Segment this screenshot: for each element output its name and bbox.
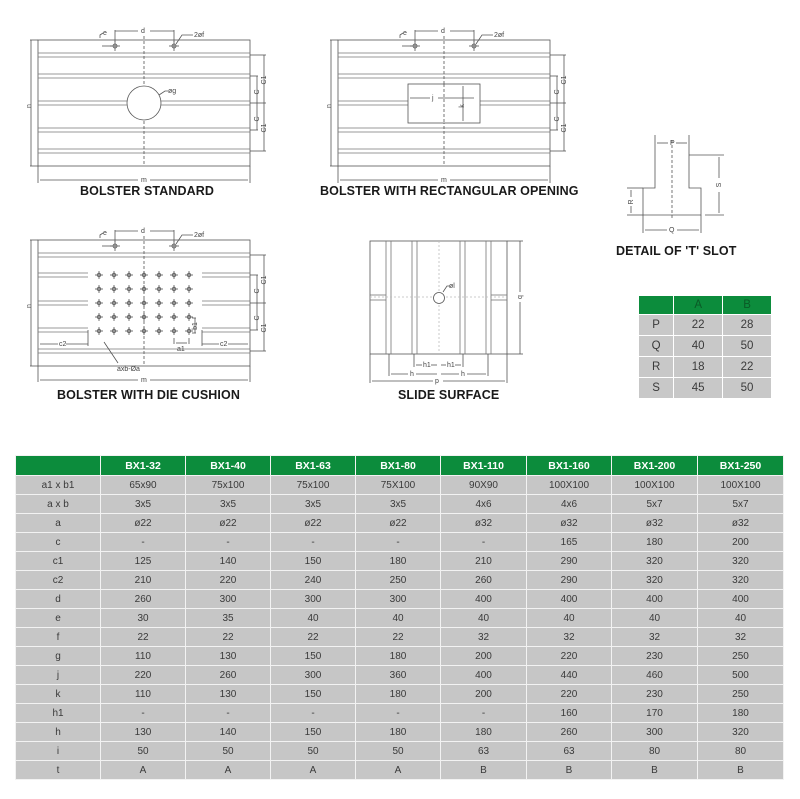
spec-cell: 180 [356,647,441,666]
spec-header-model: BX1-32 [101,456,186,476]
cushion-hole [110,285,118,293]
spec-cell: A [356,761,441,780]
label-p: P [670,140,675,147]
label-c-bottom: C [254,116,261,122]
spec-cell: 50 [186,742,271,761]
spec-cell: 300 [271,590,356,609]
label-h-right: h [461,371,465,378]
spec-cell: 40 [527,609,612,628]
spec-cell: 200 [441,647,527,666]
spec-cell: 300 [356,590,441,609]
spec-cell: 180 [356,552,441,571]
spec-cell: 80 [698,742,784,761]
label-2f: 2øf [194,232,205,239]
tslot-diagram [600,120,800,240]
spec-cell: 230 [612,647,698,666]
spec-cell: 32 [612,628,698,647]
spec-cell: 32 [698,628,784,647]
spec-cell: 220 [527,647,612,666]
spec-row [16,609,784,628]
slide-surface-drawing [340,230,540,390]
spec-row-label: c2 [16,571,101,590]
spec-cell: 180 [698,704,784,723]
slide-surface-diagram [340,230,540,390]
cushion-hole [185,313,193,321]
bolster-rect-drawing [300,0,580,190]
cushion-hole [170,271,178,279]
spec-cell: 50 [101,742,186,761]
label-e: e [403,30,407,37]
label-2f: 2øf [494,32,505,39]
bolster-standard-diagram [0,0,280,190]
tslot-table [638,295,772,399]
spec-cell: 180 [356,685,441,704]
label-c1-bottom: C1 [261,123,268,133]
bolster-rect-diagram [300,0,580,190]
label-m: m [141,177,147,184]
spec-cell: 50 [356,742,441,761]
tslot-row-label: R [639,357,674,378]
spec-cell: 3x5 [356,495,441,514]
label-q: Q [669,227,675,234]
spec-row-label: i [16,742,101,761]
label-n: n [326,104,333,108]
spec-cell: ø22 [271,514,356,533]
cushion-hole [125,271,133,279]
cushion-hole [140,271,148,279]
spec-cell: 4x6 [527,495,612,514]
spec-cell: ø32 [612,514,698,533]
spec-cell: 30 [101,609,186,628]
label-e: e [103,30,107,37]
label-c1-bottom: C1 [561,123,568,133]
spec-header-row [16,456,784,476]
spec-cell: 260 [441,571,527,590]
spec-row-label: c1 [16,552,101,571]
label-g: øg [168,88,177,95]
label-d: d [141,228,145,235]
spec-row [16,704,784,723]
spec-row-label: t [16,761,101,780]
spec-header-model: BX1-160 [527,456,612,476]
caption-slide-surface: SLIDE SURFACE [398,388,500,402]
label-axb: axb-Øa [117,366,140,373]
spec-row [16,666,784,685]
spec-row-label: k [16,685,101,704]
spec-cell: 5x7 [698,495,784,514]
label-c2-left: c2 [59,341,67,348]
label-h1-left: h1 [423,362,431,369]
spec-row [16,685,784,704]
spec-cell: 110 [101,647,186,666]
spec-cell: B [698,761,784,780]
spec-cell: 150 [271,723,356,742]
spec-cell: 320 [612,552,698,571]
spec-cell: 440 [527,666,612,685]
tslot-row [639,315,772,336]
spec-cell: 3x5 [271,495,356,514]
label-n: n [26,304,33,308]
tslot-cell: 50 [723,378,772,399]
spec-cell: 130 [186,647,271,666]
spec-cell: 300 [271,666,356,685]
spec-row-label: a [16,514,101,533]
spec-row [16,761,784,780]
label-c-top: C [254,288,261,294]
spec-cell: 75x100 [271,476,356,495]
bolster-cushion-drawing [0,220,280,390]
cushion-hole [125,299,133,307]
spec-header-model: BX1-200 [612,456,698,476]
spec-cell: 320 [612,571,698,590]
tslot-row [639,336,772,357]
spec-cell: 22 [271,628,356,647]
spec-cell: 80 [612,742,698,761]
spec-cell: 63 [441,742,527,761]
spec-cell: 290 [527,571,612,590]
tslot-cell: 40 [674,336,723,357]
spec-cell: B [612,761,698,780]
tslot-row-label: P [639,315,674,336]
label-d: d [141,28,145,35]
label-m: m [141,377,147,384]
spec-cell: 75x100 [186,476,271,495]
tslot-cell: 22 [674,315,723,336]
tslot-drawing [600,120,800,240]
spec-cell: ø22 [101,514,186,533]
spec-cell: 260 [527,723,612,742]
label-s: S [716,182,723,188]
spec-cell: 250 [698,685,784,704]
spec-cell: 260 [186,666,271,685]
label-l: øl [449,283,455,290]
tslot-row [639,357,772,378]
spec-cell: ø22 [356,514,441,533]
spec-cell: 260 [101,590,186,609]
spec-table-body [16,476,784,780]
label-e: e [103,230,107,237]
spec-cell: - [441,533,527,552]
cushion-hole [140,299,148,307]
cushion-hole [155,327,163,335]
label-h-left: h [410,371,414,378]
label-q: q [517,295,524,299]
label-d: d [441,28,445,35]
label-c1-top: C1 [261,275,268,285]
caption-bolster-cushion: BOLSTER WITH DIE CUSHION [57,388,240,402]
spec-row [16,647,784,666]
spec-cell: - [356,533,441,552]
spec-cell: 40 [356,609,441,628]
spec-cell: - [271,704,356,723]
spec-row [16,495,784,514]
spec-cell: 5x7 [612,495,698,514]
spec-cell: ø22 [186,514,271,533]
spec-header-model: BX1-63 [271,456,356,476]
spec-cell: 22 [101,628,186,647]
label-b1: b1 [192,322,199,330]
spec-cell: 165 [527,533,612,552]
label-c1-top: C1 [261,75,268,85]
spec-row-label: a x b [16,495,101,514]
tslot-header-row [639,296,772,315]
spec-cell: 300 [612,723,698,742]
cushion-hole [155,299,163,307]
spec-row-label: a1 x b1 [16,476,101,495]
cushion-hole [155,271,163,279]
spec-row [16,533,784,552]
caption-tslot: DETAIL OF 'T' SLOT [616,244,737,258]
spec-cell: 140 [186,552,271,571]
label-c-bottom: C [254,315,261,321]
spec-cell: ø32 [698,514,784,533]
tslot-cell: 45 [674,378,723,399]
spec-cell: 100X100 [612,476,698,495]
spec-cell: 75X100 [356,476,441,495]
spec-cell: 240 [271,571,356,590]
spec-cell: 140 [186,723,271,742]
spec-cell: 3x5 [186,495,271,514]
spec-cell: 4x6 [441,495,527,514]
spec-cell: - [101,704,186,723]
spec-row [16,742,784,761]
spec-row [16,571,784,590]
spec-cell: 400 [441,590,527,609]
cushion-hole [185,285,193,293]
spec-cell: 180 [441,723,527,742]
spec-cell: 65x90 [101,476,186,495]
label-c1-bottom: C1 [261,323,268,333]
spec-row [16,476,784,495]
cushion-hole [95,271,103,279]
cushion-hole [95,327,103,335]
spec-cell: 300 [186,590,271,609]
spec-cell: A [186,761,271,780]
cushion-hole [170,299,178,307]
spec-row [16,628,784,647]
cushion-hole [140,327,148,335]
tslot-cell: 18 [674,357,723,378]
bolster-standard-drawing [0,0,280,190]
tslot-header-cell: B [723,296,772,315]
spec-header-corner [16,456,101,476]
cushion-hole [110,327,118,335]
spec-cell: 320 [698,571,784,590]
cushion-hole [110,271,118,279]
label-k: k [459,104,466,108]
cushion-hole [170,327,178,335]
spec-row [16,514,784,533]
spec-cell: 220 [101,666,186,685]
spec-cell: 180 [356,723,441,742]
tslot-header-cell: A [674,296,723,315]
cushion-hole [170,313,178,321]
tslot-cell: 50 [723,336,772,357]
spec-header-model: BX1-80 [356,456,441,476]
spec-cell: 150 [271,552,356,571]
spec-cell: 90X90 [441,476,527,495]
spec-row [16,552,784,571]
spec-cell: 100X100 [698,476,784,495]
spec-cell: 460 [612,666,698,685]
spec-cell: - [356,704,441,723]
spec-cell: - [271,533,356,552]
cushion-hole [95,313,103,321]
spec-cell: 200 [441,685,527,704]
spec-cell: A [271,761,356,780]
spec-row-label: g [16,647,101,666]
label-m: m [441,177,447,184]
spec-cell: 400 [527,590,612,609]
spec-cell: 160 [527,704,612,723]
cushion-hole [185,299,193,307]
spec-cell: 320 [698,723,784,742]
spec-cell: 130 [186,685,271,704]
spec-cell: 290 [527,552,612,571]
spec-cell: 400 [612,590,698,609]
label-2f: 2øf [194,32,205,39]
tslot-cell: 28 [723,315,772,336]
label-a1: a1 [177,346,185,353]
cushion-hole [140,313,148,321]
spec-cell: 360 [356,666,441,685]
cushion-hole [155,285,163,293]
spec-cell: 22 [186,628,271,647]
cushion-hole [170,285,178,293]
spec-cell: 40 [698,609,784,628]
cushion-hole [140,285,148,293]
label-h1-right: h1 [447,362,455,369]
spec-cell: 210 [441,552,527,571]
tslot-cell: 22 [723,357,772,378]
spec-cell: 210 [101,571,186,590]
label-c-bottom: C [554,116,561,122]
tslot-row-label: Q [639,336,674,357]
spec-row-label: d [16,590,101,609]
spec-cell: ø32 [527,514,612,533]
label-p: p [435,378,439,385]
label-n: n [26,104,33,108]
spec-cell: 50 [271,742,356,761]
spec-cell: 35 [186,609,271,628]
label-r: R [628,199,635,205]
spec-row-label: e [16,609,101,628]
bolster-cushion-diagram [0,220,280,390]
tslot-row [639,378,772,399]
cushion-hole [125,327,133,335]
cushion-hole [110,299,118,307]
spec-cell: 400 [698,590,784,609]
spec-cell: 3x5 [101,495,186,514]
spec-header-model: BX1-110 [441,456,527,476]
spec-cell: 320 [698,552,784,571]
label-c-top: C [254,89,261,95]
spec-cell: - [101,533,186,552]
spec-cell: 400 [441,666,527,685]
spec-cell: 32 [441,628,527,647]
die-cushion-hole-grid [95,271,193,335]
spec-cell: 230 [612,685,698,704]
spec-cell: 150 [271,647,356,666]
spec-cell: 220 [186,571,271,590]
spec-cell: 180 [612,533,698,552]
spec-cell: 150 [271,685,356,704]
spec-cell: A [101,761,186,780]
spec-header-model: BX1-40 [186,456,271,476]
cushion-hole [125,313,133,321]
label-c-top: C [554,89,561,95]
tslot-table-body [639,315,772,399]
spec-row-label: f [16,628,101,647]
tslot-row-label: S [639,378,674,399]
spec-cell: 200 [698,533,784,552]
spec-table [15,455,784,780]
spec-cell: 250 [698,647,784,666]
spec-cell: 40 [612,609,698,628]
label-j: j [432,95,434,102]
spec-row [16,723,784,742]
spec-row-label: c [16,533,101,552]
cushion-hole [185,271,193,279]
spec-cell: 500 [698,666,784,685]
spec-cell: B [527,761,612,780]
spec-cell: ø32 [441,514,527,533]
spec-cell: 100X100 [527,476,612,495]
spec-cell: 125 [101,552,186,571]
spec-cell: - [186,533,271,552]
caption-bolster-standard: BOLSTER STANDARD [80,184,215,198]
spec-cell: 40 [271,609,356,628]
cushion-hole [95,285,103,293]
spec-row-label: h [16,723,101,742]
spec-cell: - [186,704,271,723]
spec-row [16,590,784,609]
cushion-hole [155,313,163,321]
spec-cell: 22 [356,628,441,647]
tslot-header-cell [639,296,674,315]
spec-cell: 220 [527,685,612,704]
spec-cell: 110 [101,685,186,704]
cushion-hole [125,285,133,293]
spec-row-label: h1 [16,704,101,723]
spec-cell: 170 [612,704,698,723]
spec-header-model: BX1-250 [698,456,784,476]
spec-cell: - [441,704,527,723]
spec-row-label: j [16,666,101,685]
spec-cell: 63 [527,742,612,761]
cushion-hole [95,299,103,307]
spec-cell: 130 [101,723,186,742]
label-c1-top: C1 [561,75,568,85]
label-c2-right: c2 [220,341,228,348]
spec-cell: B [441,761,527,780]
spec-cell: 32 [527,628,612,647]
spec-cell: 250 [356,571,441,590]
spec-cell: 40 [441,609,527,628]
cushion-hole [110,313,118,321]
caption-bolster-rect: BOLSTER WITH RECTANGULAR OPENING [320,184,579,198]
